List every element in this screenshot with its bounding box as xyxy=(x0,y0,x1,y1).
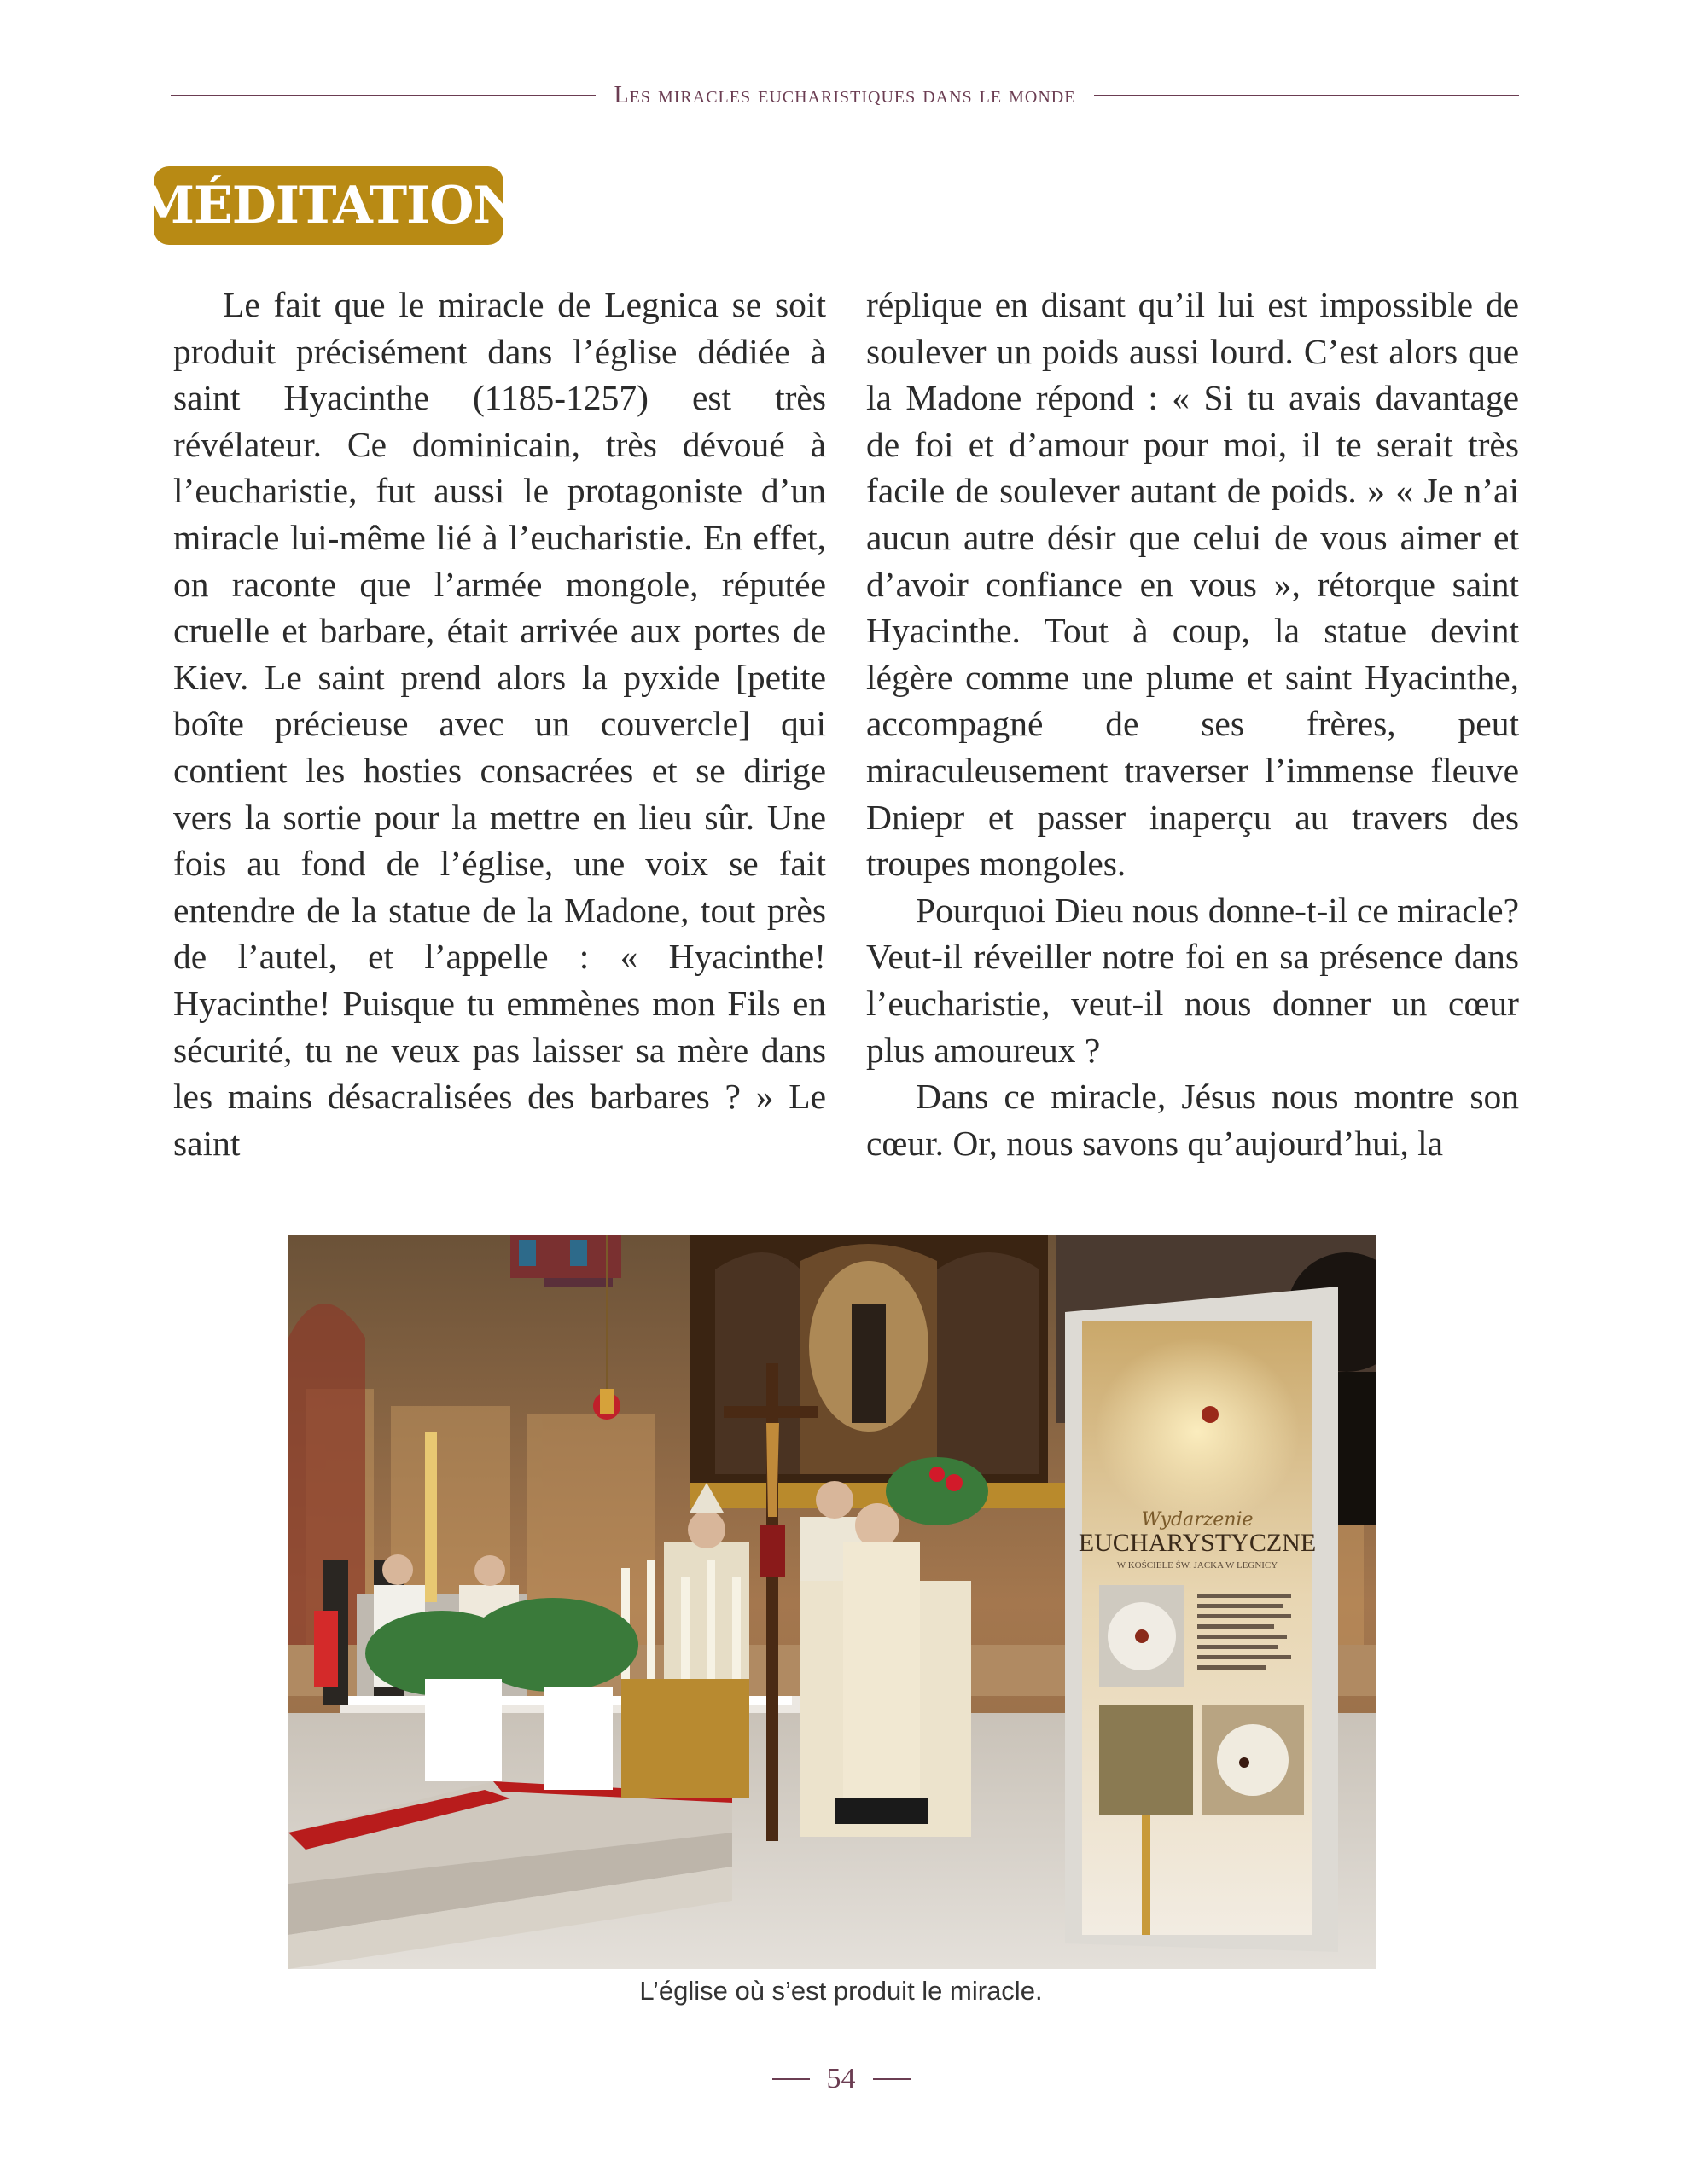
church-photo xyxy=(288,1235,1376,1969)
header-rule-left xyxy=(171,95,596,96)
left-column xyxy=(173,282,826,1166)
running-header xyxy=(171,78,1519,113)
church-interior-illustration xyxy=(288,1235,1376,1969)
right-column xyxy=(866,282,1519,1166)
footer-dash-left xyxy=(772,2078,810,2080)
running-header-title: Les miracles eucharistiques dans le monde xyxy=(614,82,1076,108)
photo-caption: L’église où s’est produit le miracle. xyxy=(639,1976,1043,2006)
banner-subtitle: W KOŚCIELE ŚW. JACKA W LEGNICY xyxy=(1116,1560,1278,1571)
paragraph: Le fait que le miracle de Legnica se soit produit précisément dans l’église dédiée à saint Hyacinthe (1185-1257) est très révélateur. Ce dominicain, très dévoué à l’eucharistie, fut aussi le protagoniste d’un miracle lui-même lié à l’eucharistie. En effet, on raconte que l’armée mongole, réputée cruelle et barbare, était arrivée aux portes de Kiev. Le saint prend alors la pyxide [petite boîte précieuse avec un couvercle] qui contient les hosties consacrées et se dirige vers la sortie pour la mettre en lieu sûr. Une fois au fond de l’église, une voix se fait entendre de la statue de la Madone, tout près de l’autel, et l’appelle : « Hyacinthe! Hyacinthe! Puisque tu emmènes mon Fils en sécurité, tu ne veux pas laisser sa mère dans les mains désacralisées des barbares ? » Le saint xyxy=(173,285,826,1163)
footer-dash-right xyxy=(873,2078,911,2080)
header-rule-right xyxy=(1094,95,1519,96)
banner-script: Wydarzenie xyxy=(1141,1509,1254,1531)
paragraph: Dans ce miracle, Jésus nous montre son cœur. Or, nous savons qu’aujourd’hui, la xyxy=(866,1077,1519,1163)
paragraph: Pourquoi Dieu nous donne-t-il ce miracle? Veut-il réveiller notre foi en sa présence dans l’eucharistie, veut-il nous donner un cœur plus amoureux ? xyxy=(866,890,1519,1070)
page-number: 54 xyxy=(826,2063,856,2094)
exhibit-banner xyxy=(1065,1287,1338,1952)
section-badge: MÉDITATION xyxy=(154,166,503,245)
paragraph: réplique en disant qu’il lui est impossible de soulever un poids aussi lourd. C’est alors que la Madone répond : « Si tu avais davantage de foi et d’amour pour moi, il te serait très facile de soulever autant de poids. » « Je n’ai aucun autre désir que celui de vous aimer et d’avoir confiance en vous », rétorque saint Hyacinthe. Tout à coup, la statue devint légère comme une plume et saint Hyacinthe, accompagné de ses frères, peut miraculeusement traverser l’immense fleuve Dniepr et passer inaperçu au travers des troupes mongoles. xyxy=(866,285,1519,884)
page-number-footer xyxy=(0,2063,1682,2095)
banner-title: EUCHARYSTYCZNE xyxy=(1078,1529,1317,1557)
